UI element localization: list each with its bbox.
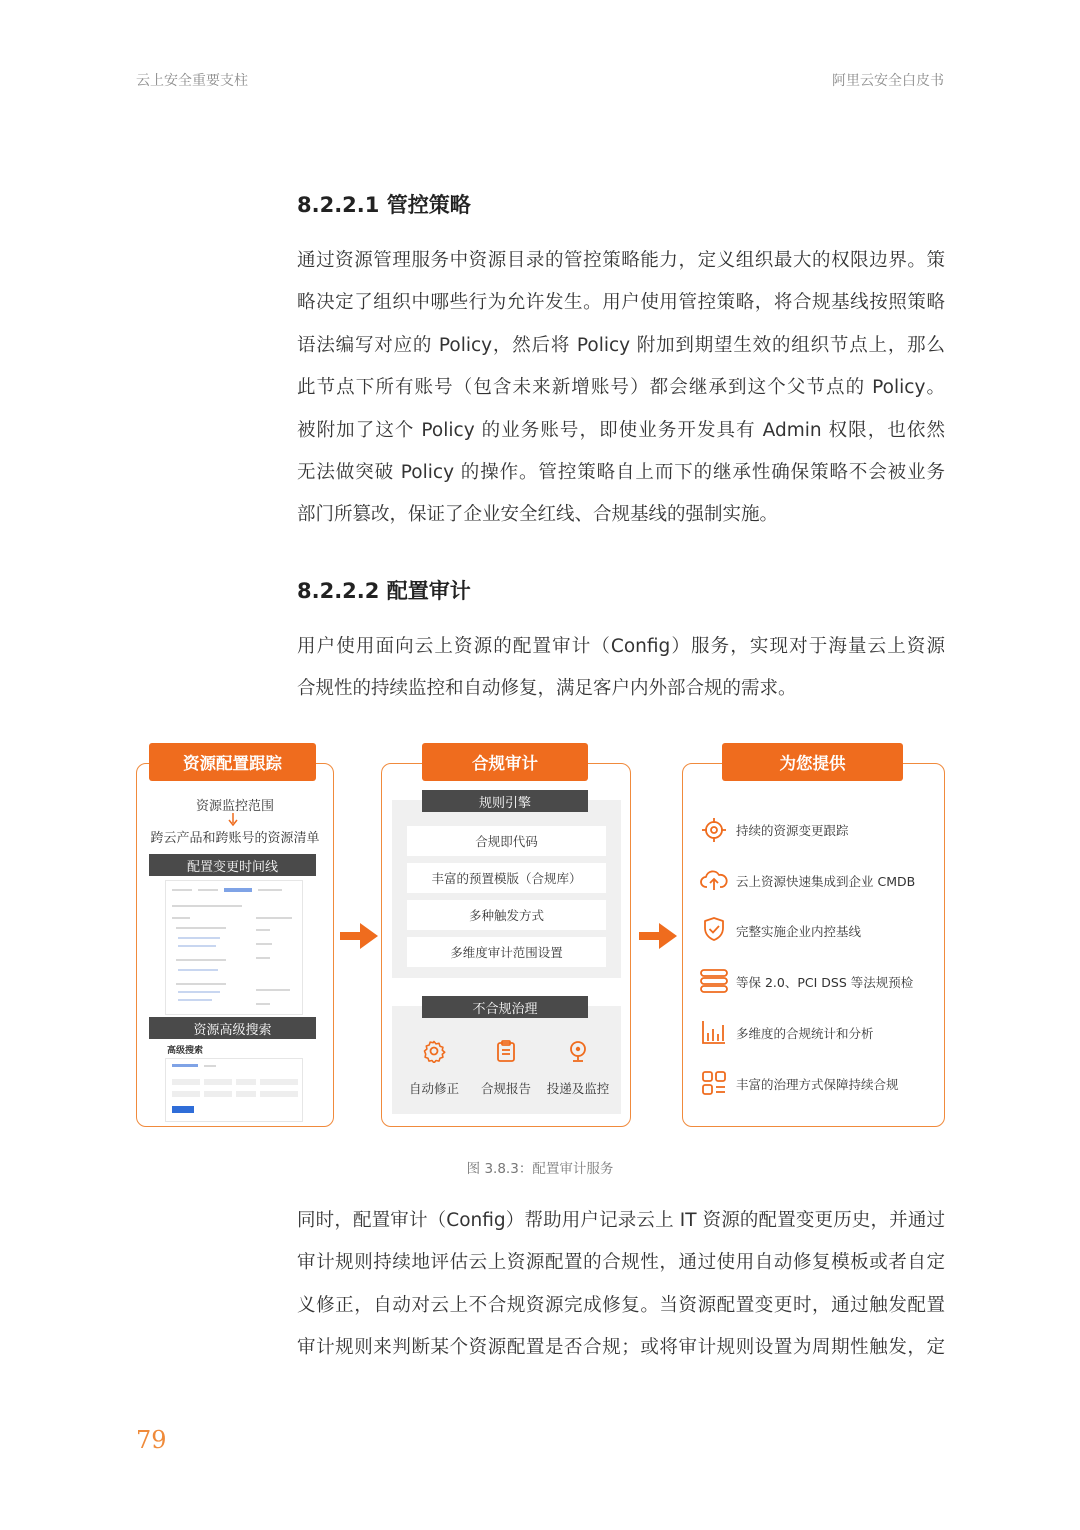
server-stack-icon xyxy=(699,968,729,994)
text-line: 此节点下所有账号（包含未来新增账号）都会继承到这个父节点的 Policy。 xyxy=(297,377,945,399)
action-label: 投递及监控 xyxy=(546,1081,610,1096)
timeline-screenshot xyxy=(165,880,303,1015)
action-label: 自动修正 xyxy=(408,1081,459,1096)
text-line: 用户使用面向云上资源的配置审计（Config）服务，实现对于海量云上资源 xyxy=(297,636,945,657)
benefit-item: 等保 2.0、PCI DSS 等法规预检 xyxy=(736,975,914,990)
bar-chart-icon xyxy=(701,1019,727,1045)
text-line: 语法编写对应的 Policy，然后将 Policy 附加到期望生效的组织节点上，那么 xyxy=(297,334,945,356)
cloud-upload-icon xyxy=(700,868,728,892)
text-line: 义修正，自动对云上不合规资源完成修复。当资源配置变更时，通过触发配置 xyxy=(297,1294,945,1316)
scope-label: 资源监控范围 xyxy=(195,799,274,814)
paragraph-config-audit xyxy=(297,626,945,711)
text-line: 通过资源管理服务中资源目录的管控策略能力，定义组织最大的权限边界。策 xyxy=(297,250,945,271)
advanced-search-bar: 资源高级搜索 xyxy=(149,1017,316,1039)
text-line: 被附加了这个 Policy 的业务账号，即使业务开发具有 Admin 权限，也依然 xyxy=(297,419,945,441)
page-number: 79 xyxy=(136,1426,167,1454)
text-line: 合规性的持续监控和自动修复，满足客户内外部合规的需求。 xyxy=(297,678,797,700)
benefit-item: 多维度的合规统计和分析 xyxy=(736,1026,874,1041)
text-line: 部门所篡改，保证了企业安全红线、合规基线的强制实施。 xyxy=(297,504,779,526)
text-line: 无法做突破 Policy 的操作。管控策略自上而下的继承性确保策略不会被业务 xyxy=(297,462,945,484)
rule-engine-bar: 规则引擎 xyxy=(422,790,588,812)
advanced-search-title: 高级搜索 xyxy=(167,1046,204,1056)
figure-caption: 图 3.8.3：配置审计服务 xyxy=(466,1161,614,1177)
header-left: 云上安全重要支柱 xyxy=(136,73,248,89)
clipboard-icon xyxy=(494,1039,518,1063)
benefit-item: 持续的资源变更跟踪 xyxy=(736,823,849,838)
text-line: 略决定了组织中哪些行为允许发生。用户使用管控策略，将合规基线按照策略 xyxy=(297,292,945,314)
monitor-icon xyxy=(566,1039,590,1063)
arrow-down-icon xyxy=(227,813,239,827)
action-label: 合规报告 xyxy=(480,1081,531,1096)
header-right: 阿里云安全白皮书 xyxy=(832,73,944,89)
shield-check-icon xyxy=(702,916,726,942)
paragraph-policy xyxy=(297,240,945,537)
target-icon xyxy=(701,817,727,843)
engine-item: 合规即代码 xyxy=(407,826,606,856)
flow-arrow-icon xyxy=(340,921,378,951)
tab-benefits: 为您提供 xyxy=(722,743,903,781)
flow-arrow-icon xyxy=(639,921,677,951)
benefit-item: 丰富的治理方式保障持续合规 xyxy=(736,1077,899,1092)
search-screenshot xyxy=(165,1058,303,1122)
inventory-label: 跨云产品和跨账号的资源清单 xyxy=(150,831,320,846)
tab-resource-tracking: 资源配置跟踪 xyxy=(149,743,316,781)
tab-compliance-audit: 合规审计 xyxy=(422,743,588,781)
engine-item: 丰富的预置模版（合规库） xyxy=(407,863,606,893)
text-line: 审计规则来判断某个资源配置是否合规；或将审计规则设置为周期性触发，定 xyxy=(297,1337,945,1359)
benefit-item: 完整实施企业内控基线 xyxy=(736,924,862,939)
text-line: 审计规则持续地评估云上资源配置的合规性，通过使用自动修复模板或者自定 xyxy=(297,1252,945,1274)
noncompliance-bar: 不合规治理 xyxy=(422,996,588,1018)
engine-item: 多维度审计范围设置 xyxy=(407,937,606,967)
section-heading-policy: 8.2.2.1 管控策略 xyxy=(297,193,471,217)
timeline-bar: 配置变更时间线 xyxy=(149,854,316,876)
section-heading-config-audit: 8.2.2.2 配置审计 xyxy=(297,579,471,603)
text-line: 同时，配置审计（Config）帮助用户记录云上 IT 资源的配置变更历史，并通过 xyxy=(297,1210,945,1231)
benefit-item: 云上资源快速集成到企业 CMDB xyxy=(736,874,916,889)
engine-item: 多种触发方式 xyxy=(407,900,606,930)
paragraph-config-history xyxy=(297,1200,945,1370)
grid-icon xyxy=(701,1070,727,1096)
gear-icon xyxy=(422,1039,446,1063)
